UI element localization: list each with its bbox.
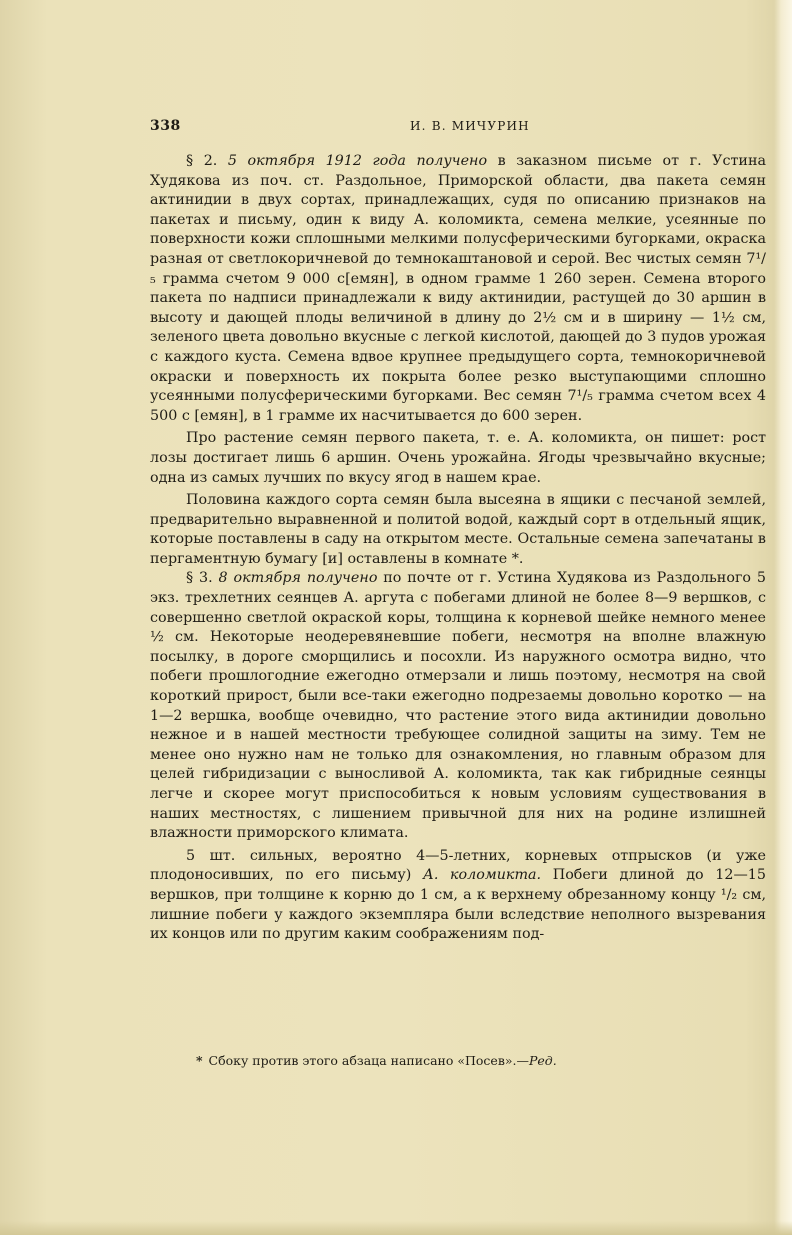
species-name: А. коломикта. [423,867,542,884]
paragraph-text: Побеги длиной до 12—15 вершков, при толщине к корню до 1 см, а к верхнему обрезанному концу ¹/₂ см, лишние побеги у каждого экземпляра были вследствие неполного вызревания их концов или по другим каким соображениям под- [150,867,766,943]
running-title: И. В. МИЧУРИН [410,119,530,133]
paragraph-sowing [150,491,766,569]
paragraph-text: Про растение семян первого пакета, т. е. А. коломикта, он пишет: рост лозы достигает лишь 6 аршин. Очень урожайна. Ягоды чрезвычайно вкусные; одна из самых лучших по вкусу ягод в нашем крае. [150,430,766,486]
page-number: 338 [150,118,181,134]
page-header [150,118,766,136]
paragraph-section-3 [150,569,766,843]
paragraph-section-2 [150,152,766,426]
paragraph-text: в заказном письме от г. Устина Худякова из поч. ст. Раздольное, Приморской области, два пакета семян актинидии в двух сортах, принадлежащих, судя по описанию признаков на пакетах и письму, один к виду А. коломикта, семена мелкие, усеянные по поверхности кожи сплошными мелкими полусферическими бугорками, окраска разная от светлокоричневой до темнокаштановой и серой. Вес чистых семян 7¹/₅ грамма счетом 9 000 с[емян], в одном грамме 1 260 зерен. Семена второго пакета по надписи принадлежали к виду актинидии, растущей до 30 аршин в высоту и дающей плоды величиной в длину до 2½ см и в ширину — 1½ см, зеленого цвета довольно вкусные с легкой кислотой, дающей до 3 пудов урожая с каждого куста. Семена вдвое крупнее предыдущего сорта, темнокоричневой окраски и поверхность их покрыта более резко выступающими сплошно усеянными полусферическими бугорками. Вес семян 7¹/₅ грамма счетом всех 4 500 с [емян], в 1 грамме их насчитывается до 600 зерен. [150,153,767,424]
page-edge-right [774,0,792,1235]
footnote-editor: —Ред. [516,1053,557,1068]
paragraph-text: Половина каждого сорта семян была высеяна в ящики с песчаной землей, предварительно выравненной и политой водой, каждый сорт в отдельный ящик, которые поставлены в саду на открытом месте. Остальные семена запечатаны в пергаментную бумагу [и] оставлены в комнате *. [150,492,766,567]
section-date: 8 октября получено [218,570,378,587]
page-edge-bottom [0,1221,792,1235]
body-text [150,152,766,945]
paragraph-root-shoots [150,847,766,945]
paragraph-text: по почте от г. Устина Худякова из Раздольного 5 экз. трехлетних сеянцев А. аргута с побегами длиной не более 8—9 вершков, с совершенно светлой окраской коры, толщина к корневой шейке немного менее ½ см. Некоторые неодеревяневшие побеги, несмотря на вполне влажную посылку, в дороге сморщились и посохли. Из наружного осмотра видно, что побеги прошлогодние ежегодно отмерзали и лишь поэтому, несмотря на свой короткий прирост, были все-таки ежегодно подрезаемы довольно коротко — на 1—2 вершка, вообще очевидно, что растение этого вида актинидии довольно нежное и в нашей местности требующее солидной защиты на зиму. Тем не менее оно нужно нам не только для ознакомления, но главным образом для целей гибридизации с выносливой А. коломикта, так как гибридные сеянцы легче и скорее могут приспособиться к новым условиям существования в наших местностях, с лишением привычной для них на родине излишней влажности приморского климата. [150,570,766,842]
footnote-text: Сбоку против этого абзаца написано «Посев». [208,1053,517,1068]
paragraph-kolomikta-growth [150,429,766,488]
footnote-marker: * [196,1053,203,1068]
paragraph-text: 5 шт. сильных, вероятно 4—5-летних, корневых отпрысков (и уже плодоносивших, по его письму) [150,847,766,884]
section-mark: § 2. [186,153,218,169]
footnote [196,1053,756,1069]
section-date: 5 октября 1912 года получено [227,153,488,169]
section-mark: § 3. [186,570,213,587]
